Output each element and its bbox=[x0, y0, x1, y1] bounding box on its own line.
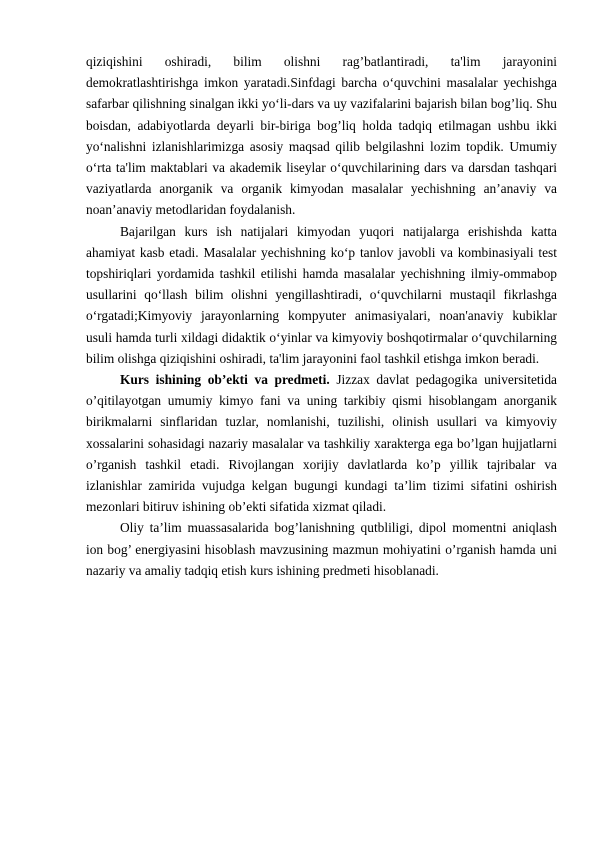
paragraph-3-text: Jizzax davlat pedagogika universitetida o’qitilayotgan umumiy kimyo fani va uning tarkibiy qismi hisoblangam anorganik birikmalarni sinflaridan tuzlar, nomlanishi, tuzilishi, olinish usullari va kimyoviy xossalarini sohasidagi nazariy masalalar va tashkiliy xarakterga ega bo’lgan hujjatlarni o’rganish tashkil etadi. Rivojlangan xorijiy davlatlarda ko’p yillik tajribalar va izlanishlar zamirida vujudga kelgan bugungi kundagi ta’lim tizimi sifatini oshirish mezonlari bitiruv ishining ob’ekti sifatida xizmat qiladi. bbox=[86, 372, 557, 515]
paragraph-4 bbox=[86, 517, 557, 581]
paragraph-2-text: Bajarilgan kurs ish natijalari kimyodan yuqori natijalarga erishishda katta ahamiyat kasb etadi. Masalalar yechishning ko‘p tanlov javobli va kombinasiyali test topshiriqlari yordamida tashkil etilishi hamda masalalar yechishning ilmiy-ommabop usullarini qo‘llash bilim olishni yengillashtiradi, o‘quvchilarni mustaqil fikrlashga o‘rgatadi;Kimyoviy jarayonlarning kompyuter animasiyalari, noan'anaviy kubiklar usuli hamda turli xildagi didaktik o‘yinlar va kimyoviy boshqotirmalar o‘quvchilarning bilim olishga qiziqishini oshiradi, ta'lim jarayonini faol tashkil etishga imkon beradi. bbox=[86, 223, 557, 366]
paragraph-1 bbox=[86, 51, 557, 221]
paragraph-3 bbox=[86, 369, 557, 517]
paragraph-4-text: Oliy ta’lim muassasalarida bog’lanishning qutbliligi, dipol momentni aniqlash ion bog’ energiyasini hisoblash mavzusining mazmun mohiyatini o’rganish hamda uni nazariy va amaliy tadqiq etish kurs ishining predmeti hisoblanadi. bbox=[86, 520, 557, 578]
document-page bbox=[86, 51, 557, 581]
paragraph-1-text: qiziqishini oshiradi, bilim olishni rag’batlantiradi, ta'lim jarayonini demokratlashtirishga imkon yaratadi.Sinfdagi barcha o‘quvchini masalalar yechishga safarbar qilishning sinalgan ikki yo‘li-dars va uy vazifalarini bajarish bilan bog’liq. Shu boisdan, adabiyotlarda deyarli bir-biriga bog’liq holda tadqiq etilmagan ushbu ikki yo‘nalishni izlanishlarimizga asosiy maqsad qilib belgilashni lozim topdik. Umumiy o‘rta ta'lim maktablari va akademik liseylar o‘quvchilarining dars va darsdan tashqari vaziyatlarda anorganik va organik kimyodan masalalar yechishning an’anaviy va noan’anaviy metodlaridan foydalanish. bbox=[86, 54, 557, 218]
paragraph-2 bbox=[86, 221, 557, 369]
section-heading: Kurs ishining ob’ekti va predmeti. bbox=[120, 372, 330, 388]
